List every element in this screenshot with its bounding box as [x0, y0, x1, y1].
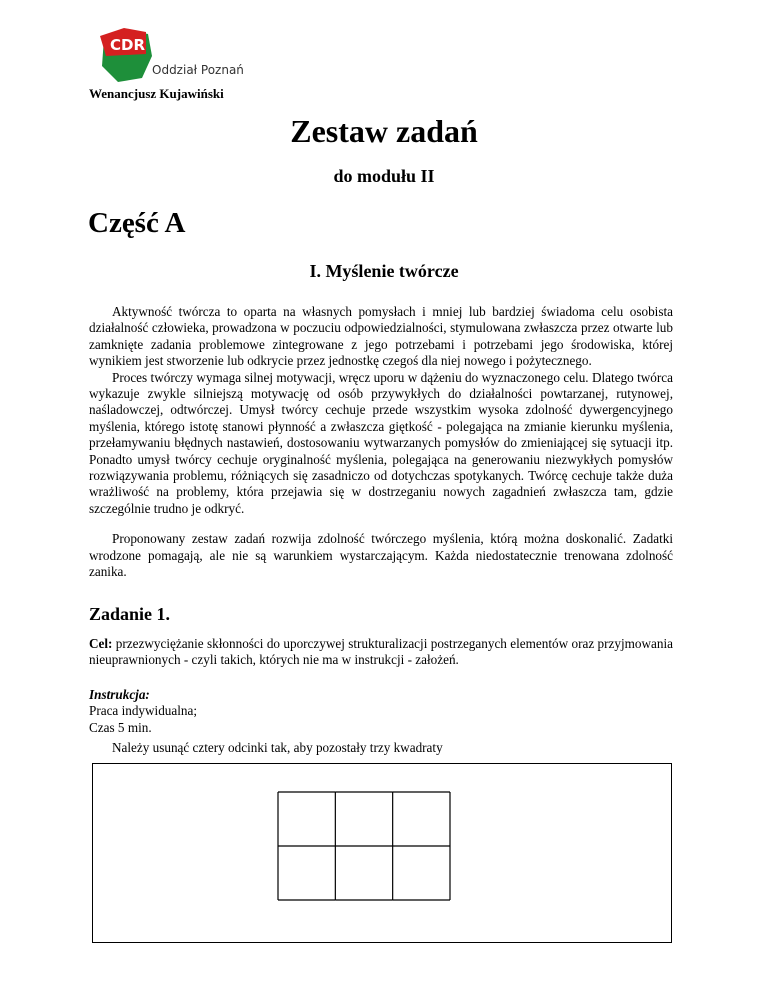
document-subtitle: do modułu II [333, 166, 435, 186]
intro-paragraph-2: Proces twórczy wymaga silnej motywacji, wręcz uporu w dążeniu do wyznaczonego celu. Dlatego twórca wykazuje zwykle silniejszą motywację od osób przywykłych do działalności powtarzanej, rutynowej, naśladowczej, odtwórczej. Umysł twórcy cechuje przede wszystkim wysoka zdolność dywergencyjnego myślenia, którego istotę stanowi płynność a zwłaszcza giętkość - polegająca na zmianie kierunku myślenia, przełamywaniu błędnych nastawień, dostosowaniu wytwarzanych pomysłów do zmieniającej się sytuacji itp. Ponadto umysł twórcy cechuje oryginalność myślenia, polegająca na generowaniu niezwykłych pomysłów rozwiązywania problemu, różniących się zasadniczo od dotychczas spotykanych. Twórcę cechuje także duża wrażliwość na problemy, która przejawia się w dostrzeganiu nowych zagadnień zwłaszcza tam, gdzie szczególnie trudno je odkryć. [89, 369, 673, 516]
author-name: Wenancjusz Kujawiński [89, 86, 224, 101]
document-title: Zestaw zadań [290, 113, 478, 149]
matchstick-grid [277, 791, 451, 901]
intro-paragraph-3: Proponowany zestaw zadań rozwija zdolność twórczego myślenia, którą można doskonalić. Zadatki wrodzone pomagają, ale nie są warunkiem wystarczającym. Każda niedostatecznie trenowana zdolność zanika. [89, 531, 673, 580]
intro-text [89, 304, 673, 581]
instruction-line-1: Praca indywidualna; [89, 703, 198, 719]
task-1-text: Należy usunąć cztery odcinki tak, aby pozostały trzy kwadraty [112, 740, 443, 755]
goal-text: przezwyciężanie skłonności do uporczywej strukturalizacji postrzeganych elementów oraz przyjmowania nieuprawnionych - czyli takich, których nie ma w instrukcji - założeń. [89, 636, 673, 668]
cdr-logo-icon [96, 26, 156, 84]
intro-paragraph-1: Aktywność twórcza to oparta na własnych pomysłach i mniej lub bardziej świadoma celu osobista działalność człowieka, prowadzona w poczuciu odpowiedzialności, stymulowana zwłaszcza przez otwarte lub zamknięte zadania problemowe zintegrowane z jego potrzebami i potrzebami jego środowiska, której wynikiem jest stworzenie lub odkrycie przez jednostkę czegoś dla niej nowego i pożytecznego. [89, 304, 673, 369]
logo-text: CDR [110, 36, 146, 54]
goal-label: Cel: [89, 636, 113, 651]
task-1-instruction [89, 687, 197, 736]
section-heading: I. Myślenie twórcze [309, 261, 459, 281]
square-grid-figure [277, 791, 451, 901]
task-1-goal [89, 636, 673, 669]
instruction-line-2: Czas 5 min. [89, 719, 152, 735]
task-1-title: Zadanie 1. [89, 604, 171, 624]
cdr-logo [96, 26, 266, 88]
logo-subtitle: Oddział Poznań [152, 63, 244, 77]
part-heading: Część A [88, 207, 186, 239]
instruction-label: Instrukcja: [89, 687, 150, 702]
